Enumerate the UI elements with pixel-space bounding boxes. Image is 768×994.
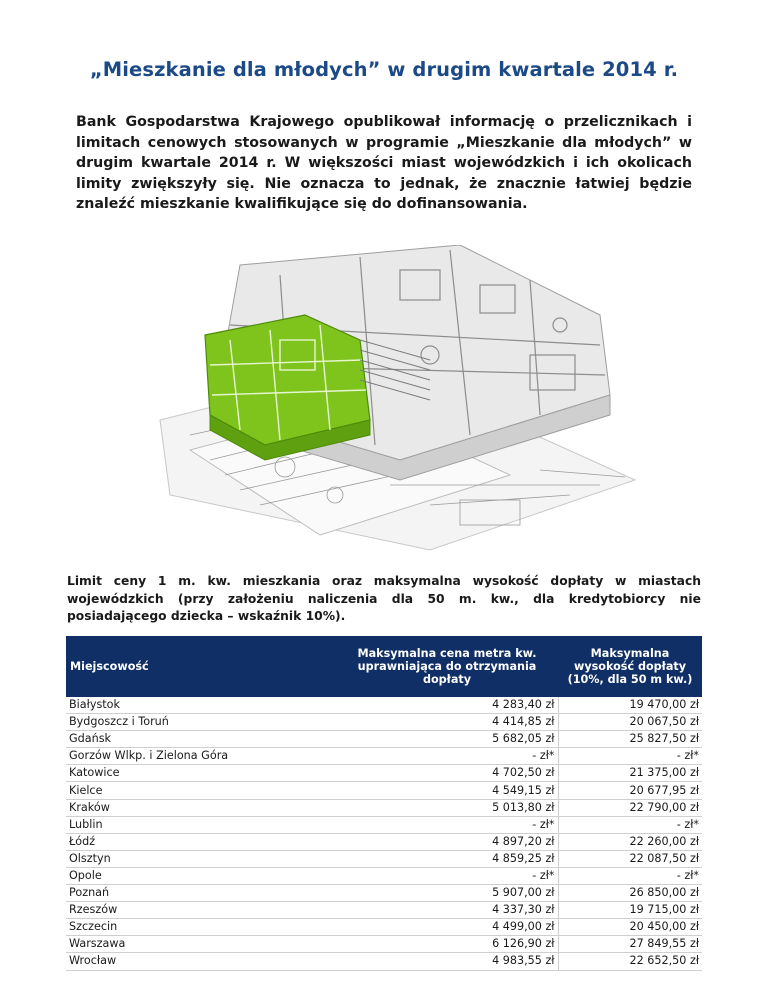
price-cell: 6 126,90 zł	[336, 936, 558, 953]
city-cell: Łódź	[66, 833, 336, 850]
subsidy-cell: 26 850,00 zł	[558, 885, 702, 902]
city-cell: Gorzów Wlkp. i Zielona Góra	[66, 748, 336, 765]
table-row	[66, 799, 702, 816]
table-header-row	[66, 636, 702, 697]
header-city: Miejscowość	[66, 636, 336, 697]
city-cell: Lublin	[66, 816, 336, 833]
price-cell: 4 283,40 zł	[336, 697, 558, 714]
price-cell: 5 907,00 zł	[336, 885, 558, 902]
subsidy-cell: - zł*	[558, 748, 702, 765]
city-cell: Olsztyn	[66, 850, 336, 867]
city-cell: Poznań	[66, 885, 336, 902]
city-cell: Kraków	[66, 799, 336, 816]
subsidy-cell: 19 470,00 zł	[558, 697, 702, 714]
subsidy-cell: 20 677,95 zł	[558, 782, 702, 799]
city-cell: Gdańsk	[66, 731, 336, 748]
apartment-3d-model-icon	[130, 245, 642, 560]
subsidy-cell: 19 715,00 zł	[558, 902, 702, 919]
price-cell: - zł*	[336, 867, 558, 884]
subsidy-cell: 20 450,00 zł	[558, 919, 702, 936]
city-cell: Warszawa	[66, 936, 336, 953]
price-cell: 5 682,05 zł	[336, 731, 558, 748]
price-cell: 4 499,00 zł	[336, 919, 558, 936]
header-max-subsidy: Maksymalna wysokość dopłaty (10%, dla 50 m kw.)	[558, 636, 702, 697]
table-row	[66, 919, 702, 936]
city-cell: Opole	[66, 867, 336, 884]
price-limits-table	[66, 636, 702, 971]
price-cell: - zł*	[336, 748, 558, 765]
apartment-model-image	[130, 245, 642, 560]
table-row	[66, 953, 702, 970]
table-row	[66, 765, 702, 782]
subsidy-cell: 25 827,50 zł	[558, 731, 702, 748]
subsidy-cell: 22 652,50 zł	[558, 953, 702, 970]
price-cell: 4 859,25 zł	[336, 850, 558, 867]
subsidy-cell: 20 067,50 zł	[558, 714, 702, 731]
price-cell: 4 702,50 zł	[336, 765, 558, 782]
table-row	[66, 833, 702, 850]
city-cell: Rzeszów	[66, 902, 336, 919]
price-cell: - zł*	[336, 816, 558, 833]
price-cell: 5 013,80 zł	[336, 799, 558, 816]
city-cell: Kielce	[66, 782, 336, 799]
subsidy-cell: - zł*	[558, 816, 702, 833]
table-row	[66, 714, 702, 731]
table-row	[66, 748, 702, 765]
city-cell: Szczecin	[66, 919, 336, 936]
price-cell: 4 414,85 zł	[336, 714, 558, 731]
subsidy-cell: 22 790,00 zł	[558, 799, 702, 816]
price-cell: 4 337,30 zł	[336, 902, 558, 919]
table-row	[66, 850, 702, 867]
subsidy-cell: - zł*	[558, 867, 702, 884]
table-row	[66, 885, 702, 902]
intro-paragraph: Bank Gospodarstwa Krajowego opublikował informację o przelicznikach i limitach cenowych stosowanych w programie „Mieszkanie dla młodych” w drugim kwartale 2014 r. W większości miast wojewódzkich i ich okolicach limity zwiększyły się. Nie oznacza to jednak, że znacznie łatwiej będzie znaleźć mieszkanie kwalifikujące się do dofinansowania.	[76, 114, 692, 212]
subsidy-cell: 22 087,50 zł	[558, 850, 702, 867]
subsidy-cell: 22 260,00 zł	[558, 833, 702, 850]
table-row	[66, 816, 702, 833]
table-caption: Limit ceny 1 m. kw. mieszkania oraz maksymalna wysokość dopłaty w miastach wojewódzkich (przy założeniu naliczenia dla 50 m. kw., dla kredytobiorcy nie posiadającego dziecka – wskaźnik 10%).	[67, 574, 701, 623]
page-title: „Mieszkanie dla młodych” w drugim kwartale 2014 r.	[89, 58, 679, 81]
table-row	[66, 867, 702, 884]
table-row	[66, 936, 702, 953]
table-row	[66, 782, 702, 799]
city-cell: Białystok	[66, 697, 336, 714]
subsidy-cell: 27 849,55 zł	[558, 936, 702, 953]
table-row	[66, 902, 702, 919]
price-cell: 4 897,20 zł	[336, 833, 558, 850]
table-row	[66, 731, 702, 748]
city-cell: Katowice	[66, 765, 336, 782]
subsidy-cell: 21 375,00 zł	[558, 765, 702, 782]
price-cell: 4 549,15 zł	[336, 782, 558, 799]
city-cell: Wrocław	[66, 953, 336, 970]
header-max-price: Maksymalna cena metra kw. uprawniająca do otrzymania dopłaty	[336, 636, 558, 697]
city-cell: Bydgoszcz i Toruń	[66, 714, 336, 731]
price-cell: 4 983,55 zł	[336, 953, 558, 970]
table-row	[66, 697, 702, 714]
